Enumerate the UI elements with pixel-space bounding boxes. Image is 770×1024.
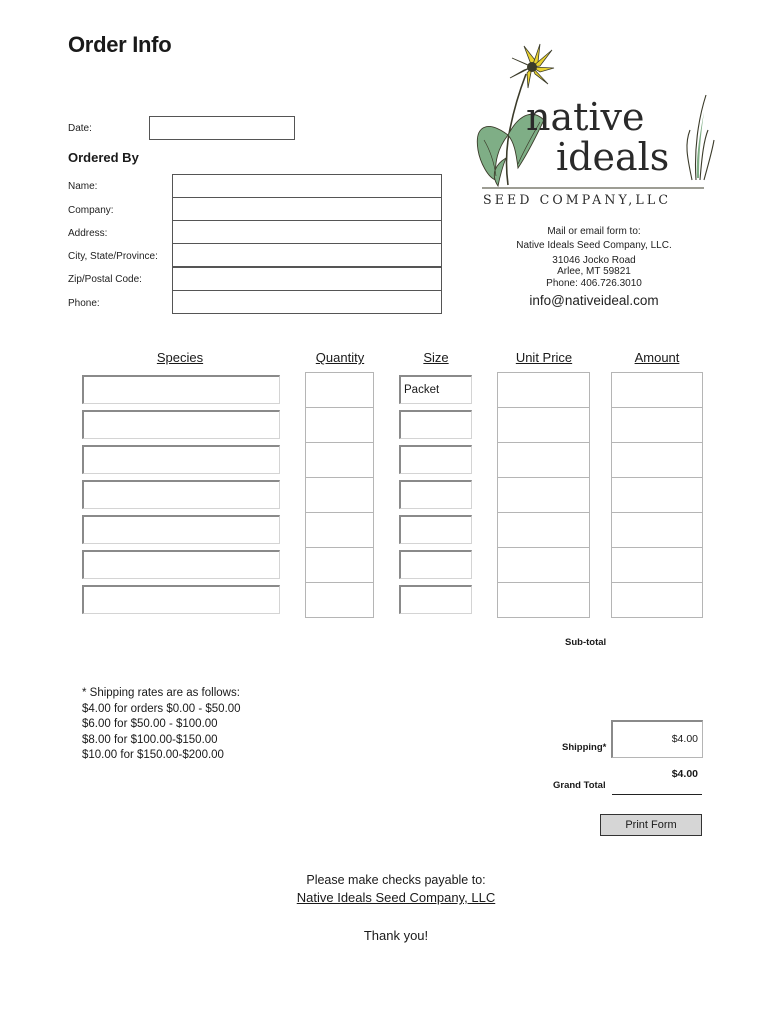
shipping-field[interactable] [611,720,703,758]
subtotal-label: Sub-total [565,637,607,648]
company-field[interactable] [172,197,442,221]
payable-line: Please make checks payable to: [306,873,486,887]
city-field[interactable] [172,243,442,267]
quantity-field[interactable] [305,407,374,443]
date-label: Date: [68,123,92,134]
phone-field[interactable] [172,290,442,314]
species-field[interactable] [82,375,280,404]
page-title: Order Info [68,32,172,57]
unit-price-field[interactable] [497,477,590,513]
species-field[interactable] [82,445,280,474]
size-field[interactable] [399,515,472,544]
quantity-field[interactable] [305,547,374,583]
flower-icon [510,44,554,88]
ordered-by-heading: Ordered By [68,150,139,165]
unit-price-field[interactable] [497,582,590,618]
name-field[interactable] [172,174,442,198]
species-field[interactable] [82,585,280,614]
mail-line-5: Phone: 406.726.3010 [546,278,642,289]
payable-company: Native Ideals Seed Company, LLC [296,890,496,905]
amount-field[interactable] [611,477,703,513]
size-field[interactable] [399,375,472,404]
shipping-rates [82,686,241,764]
mail-line-2: Native Ideals Seed Company, LLC. [516,240,672,251]
species-field[interactable] [82,550,280,579]
shipping-rate-line: $6.00 for $50.00 - $100.00 [82,718,218,730]
mail-line-3: 31046 Jocko Road [552,255,636,266]
unit-price-field[interactable] [497,547,590,583]
grand-total-field [612,762,702,795]
unit-price-field[interactable] [497,442,590,478]
unit-price-field[interactable] [497,372,590,408]
quantity-field[interactable] [305,512,374,548]
zip-field[interactable] [172,267,442,291]
shipping-value: $4.00 [671,733,698,745]
size-field[interactable] [399,585,472,614]
size-field[interactable] [399,550,472,579]
grand-total-value: $4.00 [671,768,698,780]
size-field-text: Packet [404,384,440,396]
size-header: Size [423,350,449,365]
logo-word-native: native [526,95,645,139]
quantity-header: Quantity [315,350,365,365]
name-label: Name: [68,181,98,192]
size-field[interactable] [399,410,472,439]
shipping-rate-line: $8.00 for $100.00-$150.00 [82,733,218,746]
amount-header: Amount [634,350,680,365]
quantity-field[interactable] [305,442,374,478]
mail-line-1: Mail or email form to: [547,226,641,237]
grand-total-label: Grand Total [553,780,606,791]
shipping-label: Shipping* [562,742,607,753]
species-field[interactable] [82,480,280,509]
address-field[interactable] [172,220,442,244]
quantity-field[interactable] [305,477,374,513]
amount-field[interactable] [611,442,703,478]
city-label: City, State/Province: [68,251,158,262]
logo-word-ideals: ideals [556,135,670,179]
quantity-field[interactable] [305,372,374,408]
amount-field[interactable] [611,547,703,583]
species-field[interactable] [82,515,280,544]
mail-line-4: Arlee, MT 59821 [557,266,631,277]
amount-field[interactable] [611,582,703,618]
date-field[interactable] [149,116,295,140]
shipping-rates-heading: * Shipping rates are as follows: [82,687,240,699]
print-form-button[interactable]: Print Form [600,814,702,836]
email-link[interactable]: info@nativeideal.com [529,293,659,308]
native-ideals-logo [468,40,718,210]
company-label: Company: [68,205,114,216]
unit-price-field[interactable] [497,512,590,548]
logo-tagline: SEED COMPANY,LLC [483,192,672,207]
size-field[interactable] [399,480,472,509]
species-header: Species [156,350,204,365]
amount-field[interactable] [611,512,703,548]
unit-price-header: Unit Price [515,350,573,365]
shipping-rate-line: $10.00 for $150.00-$200.00 [82,749,224,761]
species-field[interactable] [82,410,280,439]
thank-you: Thank you! [363,928,429,943]
size-field[interactable] [399,445,472,474]
amount-field[interactable] [611,372,703,408]
quantity-field[interactable] [305,582,374,618]
amount-field[interactable] [611,407,703,443]
address-label: Address: [68,228,108,239]
unit-price-field[interactable] [497,407,590,443]
phone-label: Phone: [68,298,100,309]
shipping-rate-line: $4.00 for orders $0.00 - $50.00 [82,702,241,715]
zip-label: Zip/Postal Code: [68,274,142,285]
